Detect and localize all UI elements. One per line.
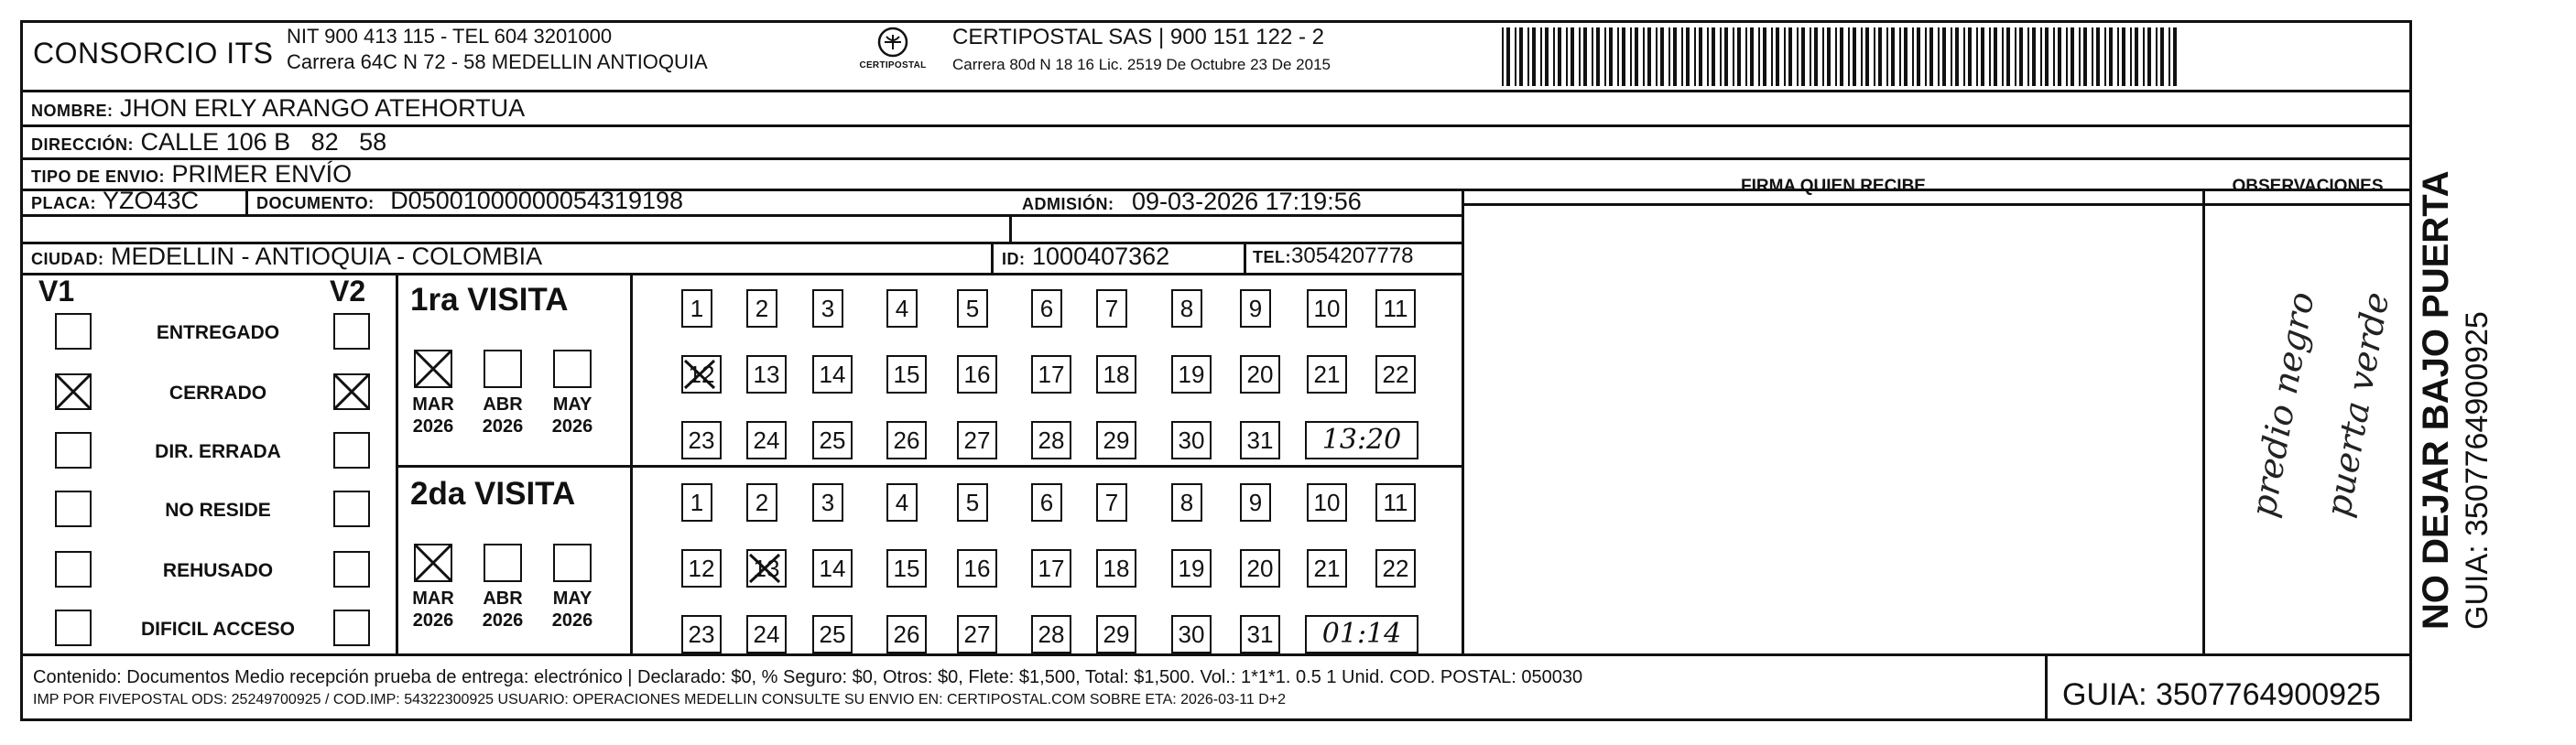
nombre-label: NOMBRE: (31, 102, 114, 120)
divider (20, 90, 2412, 92)
month-checkbox[interactable] (553, 544, 592, 582)
month-year: 2026 (412, 610, 454, 631)
day-box[interactable]: 26 (886, 615, 927, 653)
divider (20, 124, 2412, 127)
day-box[interactable]: 10 (1307, 289, 1347, 328)
month-label (404, 394, 462, 437)
field-tel (1253, 243, 1413, 270)
observation-line-1: predio negro (2243, 288, 2322, 521)
footer-guia: GUIA: 3507764900925 (2062, 677, 2381, 712)
month-year: 2026 (551, 416, 593, 437)
day-box[interactable]: 17 (1031, 549, 1071, 588)
footer-content: Contenido: Documentos Medio recepción prueba de entrega: electrónico | Declarado: $0, % Seguro: $0, Otros: $0, Flete: $1,500, Total: $1,500. Vol.: 1*1*1. 0.5 1 Unid. COD. POSTAL: 050030 (33, 667, 1583, 687)
day-box[interactable]: 29 (1096, 421, 1136, 459)
v2-checkbox[interactable] (333, 432, 370, 469)
id-value: 1000407362 (1032, 243, 1170, 270)
divider (1462, 203, 2410, 206)
logo-text: CERTIPOSTAL (859, 60, 927, 70)
observaciones-header: OBSERVACIONES (2232, 177, 2384, 196)
day-box[interactable]: 30 (1171, 615, 1212, 653)
v1-checkbox[interactable] (55, 491, 92, 527)
month-checkbox[interactable] (484, 544, 522, 582)
day-box[interactable]: 6 (1031, 289, 1062, 328)
postal-info (952, 24, 1331, 79)
field-ciudad (31, 243, 542, 272)
v2-checkbox[interactable] (333, 313, 370, 350)
day-box[interactable]: 2 (746, 289, 777, 328)
day-box[interactable]: 1 (681, 289, 712, 328)
company-nit: NIT 900 413 115 - TEL 604 3201000 (287, 25, 613, 48)
month-label (543, 588, 602, 632)
footer-print-info: IMP POR FIVEPOSTAL ODS: 25249700925 / COD.IMP: 54322300925 USUARIO: OPERACIONES MEDELLIN CONSULTE SU ENVIO EN: CERTIPOSTAL.COM SOBRE ETA: 2026-03-11 D+2 (33, 692, 1287, 707)
tipo-value: PRIMER ENVÍO (171, 160, 353, 188)
documento-label: DOCUMENTO: (256, 194, 375, 212)
company-info (287, 24, 708, 75)
v1-checkbox[interactable] (55, 313, 92, 350)
admision-label: ADMISIÓN: (1022, 195, 1114, 213)
divider (20, 157, 2412, 160)
divider (396, 273, 398, 653)
day-box[interactable]: 24 (746, 615, 787, 653)
certipostal-logo (852, 24, 934, 79)
day-box[interactable]: 16 (957, 355, 997, 394)
day-box[interactable]: 6 (1031, 483, 1062, 522)
month-name: MAR (412, 394, 454, 415)
month-name: ABR (483, 588, 523, 609)
day-box[interactable]: 28 (1031, 615, 1071, 653)
day-box[interactable]: 18 (1096, 355, 1136, 394)
side-guia: GUIA: 3507764900925 (2460, 311, 2494, 630)
divider (991, 242, 994, 273)
v1-checkbox[interactable] (55, 432, 92, 469)
day-box[interactable]: 2 (746, 483, 777, 522)
day-box[interactable]: 14 (812, 549, 853, 588)
documento-value: D05001000000054319198 (390, 187, 684, 214)
month-name: MAY (552, 394, 592, 415)
day-box[interactable]: 19 (1171, 355, 1212, 394)
day-box[interactable]: 9 (1240, 483, 1271, 522)
day-box[interactable]: 27 (957, 615, 997, 653)
month-year: 2026 (551, 610, 593, 631)
placa-label: PLACA: (31, 194, 96, 212)
company-name: CONSORCIO ITS (33, 37, 274, 70)
month-label (543, 394, 602, 437)
visit-time[interactable]: 13:20 (1305, 421, 1418, 459)
v2-checkbox[interactable] (333, 551, 370, 588)
month-label (473, 588, 532, 632)
status-label: REHUSADO (162, 560, 274, 581)
day-box[interactable]: 18 (1096, 549, 1136, 588)
day-box[interactable]: 11 (1375, 483, 1416, 522)
day-box[interactable]: 20 (1240, 355, 1280, 394)
divider (2202, 189, 2205, 655)
postal-address: Carrera 80d N 18 16 Lic. 2519 De Octubre 23 De 2015 (952, 56, 1331, 73)
day-box[interactable]: 5 (957, 483, 988, 522)
day-box[interactable]: 30 (1171, 421, 1212, 459)
ciudad-value: MEDELLIN - ANTIOQUIA - COLOMBIA (111, 243, 543, 270)
placa-value: YZO43C (103, 187, 200, 214)
day-box[interactable]: 8 (1171, 483, 1202, 522)
month-name: MAY (552, 588, 592, 609)
firma-header: FIRMA QUIEN RECIBE (1741, 177, 1926, 196)
divider (20, 273, 1462, 275)
day-box[interactable]: 31 (1240, 615, 1280, 653)
company-address: Carrera 64C N 72 - 58 MEDELLIN ANTIOQUIA (287, 50, 708, 73)
day-box[interactable]: 12 (681, 549, 722, 588)
day-box[interactable]: 22 (1375, 355, 1416, 394)
field-placa (31, 188, 199, 216)
visit-title: 2da VISITA (410, 476, 576, 512)
tel-value: 3054207778 (1291, 243, 1414, 268)
divider (20, 653, 2412, 656)
field-id (1002, 243, 1169, 272)
day-box[interactable]: 28 (1031, 421, 1071, 459)
v1-check-mark (55, 373, 92, 410)
field-admision (1022, 189, 1362, 217)
direccion-value: CALLE 106 B 82 58 (140, 128, 387, 156)
month-label (473, 394, 532, 437)
day-box[interactable]: 5 (957, 289, 988, 328)
month-label (404, 588, 462, 632)
v1-checkbox[interactable] (55, 551, 92, 588)
v2-checkbox[interactable] (333, 610, 370, 646)
month-checkbox[interactable] (553, 350, 592, 388)
visit-time[interactable]: 01:14 (1305, 615, 1418, 653)
day-box[interactable]: 15 (886, 355, 927, 394)
divider (396, 465, 1462, 468)
day-box[interactable]: 3 (812, 289, 843, 328)
status-label: DIR. ERRADA (155, 441, 281, 462)
day-check-mark (748, 553, 781, 584)
day-box[interactable]: 22 (1375, 549, 1416, 588)
v1-checkbox[interactable] (55, 610, 92, 646)
day-box[interactable]: 31 (1240, 421, 1280, 459)
divider (1244, 242, 1246, 273)
field-tipo-envio (31, 161, 352, 189)
day-box[interactable]: 26 (886, 421, 927, 459)
status-label: ENTREGADO (156, 322, 280, 343)
day-check-mark (683, 359, 716, 390)
id-label: ID: (1002, 250, 1026, 268)
day-box[interactable]: 29 (1096, 615, 1136, 653)
status-label: NO RESIDE (165, 500, 271, 521)
observation-line-2: puerta verde (2317, 288, 2397, 521)
day-box[interactable]: 10 (1307, 483, 1347, 522)
tipo-label: TIPO DE ENVIO: (31, 167, 166, 186)
ciudad-label: CIUDAD: (31, 250, 104, 268)
day-box[interactable]: 27 (957, 421, 997, 459)
day-box[interactable]: 20 (1240, 549, 1280, 588)
field-direccion (31, 129, 386, 157)
v2-checkbox[interactable] (333, 491, 370, 527)
month-check-mark (414, 350, 452, 388)
field-nombre (31, 95, 525, 124)
field-documento (256, 188, 683, 216)
day-box[interactable]: 3 (812, 483, 843, 522)
day-box[interactable]: 11 (1375, 289, 1416, 328)
month-check-mark (414, 544, 452, 582)
divider (245, 189, 248, 216)
month-checkbox[interactable] (484, 350, 522, 388)
day-box[interactable]: 9 (1240, 289, 1271, 328)
day-box[interactable]: 24 (746, 421, 787, 459)
day-box[interactable]: 4 (886, 483, 918, 522)
day-box[interactable]: 17 (1031, 355, 1071, 394)
admision-value: 09-03-2026 17:19:56 (1132, 188, 1362, 215)
day-box[interactable]: 7 (1096, 483, 1127, 522)
visit-title: 1ra VISITA (410, 282, 569, 318)
v2-header: V2 (330, 275, 366, 308)
day-box[interactable]: 8 (1171, 289, 1202, 328)
day-box[interactable]: 23 (681, 421, 722, 459)
v2-check-mark (333, 373, 370, 410)
nombre-value: JHON ERLY ARANGO ATEHORTUA (120, 94, 526, 122)
day-box[interactable]: 4 (886, 289, 918, 328)
day-box[interactable]: 23 (681, 615, 722, 653)
day-box[interactable]: 21 (1307, 355, 1347, 394)
day-box[interactable]: 1 (681, 483, 712, 522)
month-year: 2026 (482, 416, 524, 437)
divider (630, 273, 633, 653)
postal-name: CERTIPOSTAL SAS | 900 151 122 - 2 (952, 25, 1324, 49)
day-box[interactable]: 7 (1096, 289, 1127, 328)
direccion-label: DIRECCIÓN: (31, 135, 134, 154)
day-box[interactable]: 25 (812, 421, 853, 459)
divider (1462, 189, 1464, 655)
side-warning: NO DEJAR BAJO PUERTA (2416, 170, 2456, 630)
day-box[interactable]: 12 (681, 355, 722, 394)
status-label: CERRADO (168, 383, 267, 404)
day-box[interactable]: 13 (746, 549, 787, 588)
certipostal-logo-icon (852, 24, 934, 79)
day-box[interactable]: 13 (746, 355, 787, 394)
day-box[interactable]: 25 (812, 615, 853, 653)
day-box[interactable]: 19 (1171, 549, 1212, 588)
month-name: ABR (483, 394, 523, 415)
divider (1009, 214, 1012, 243)
day-box[interactable]: 14 (812, 355, 853, 394)
month-year: 2026 (412, 416, 454, 437)
day-box[interactable]: 16 (957, 549, 997, 588)
month-name: MAR (412, 588, 454, 609)
v1-header: V1 (38, 275, 75, 308)
day-box[interactable]: 21 (1307, 549, 1347, 588)
barcode-icon (1502, 27, 2183, 86)
month-year: 2026 (482, 610, 524, 631)
status-label: DIFICIL ACCESO (140, 619, 295, 640)
tel-label: TEL: (1253, 248, 1291, 266)
day-box[interactable]: 15 (886, 549, 927, 588)
divider (2045, 653, 2048, 721)
